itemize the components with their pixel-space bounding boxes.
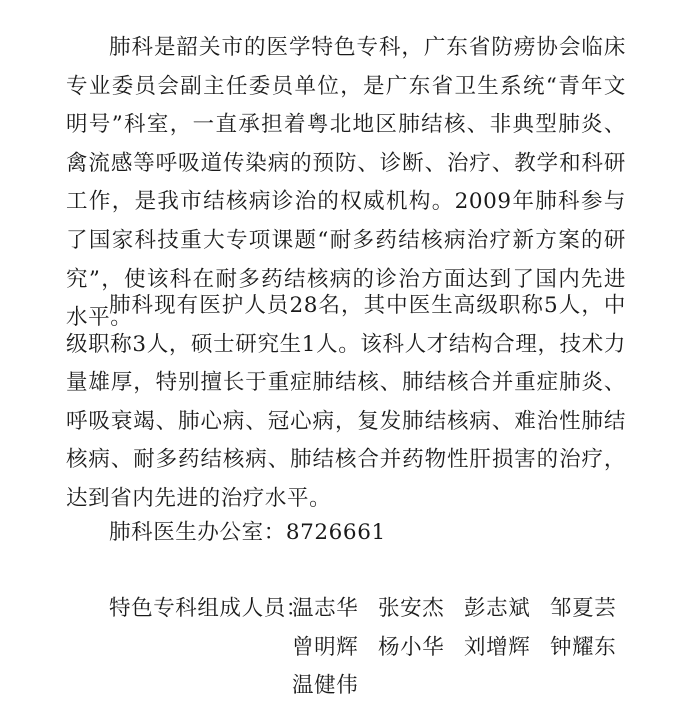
team-member-name: 温健伟 — [292, 673, 359, 699]
office-phone-number: 8726661 — [285, 520, 386, 545]
team-member-name: 温志华 — [292, 596, 359, 621]
office-contact — [109, 514, 386, 553]
team-member-name: 张安杰 — [378, 596, 445, 621]
team-member-name: 钟耀东 — [550, 634, 617, 660]
intro-paragraph: 肺科是韶关市的医学特色专科，广东省防痨协会临床专业委员会副主任委员单位，是广东省卫生系统“青年文明号”科室，一直承担着粤北地区肺结核、非典型肺炎、禽流感等呼吸道传染病的预防、诊断、治疗、教学和科研工作，是我市结核病诊治的权威机构。2009年肺科参与了国家科技重大专项课题“耐多药结核病治疗新方案的研究”，使该科在耐多药结核病的诊治方面达到了国内先进水平。 — [66, 35, 626, 331]
team-member-name: 刘增辉 — [464, 634, 531, 660]
staff-paragraph: 肺科现有医护人员28名，其中医生高级职称5人，中级职称3人，硕士研究生1人。该科人才结构合理，技术力量雄厚，特别擅长于重症肺结核、肺结核合并重症肺炎、呼吸衰竭、肺心病、冠心病，复发肺结核病、难治性肺结核病、耐多药结核病、肺结核合并药物性肝损害的治疗，达到省内先进的治疗水平。 — [66, 293, 626, 511]
office-contact-label: 肺科医生办公室： — [109, 520, 286, 545]
team-member-name: 曾明辉 — [292, 634, 359, 660]
team-member-name: 杨小华 — [378, 634, 445, 660]
team-members-list — [292, 590, 632, 706]
team-member-name: 彭志斌 — [464, 596, 531, 621]
team-members-label: 特色专科组成人员： — [109, 596, 308, 621]
team-member-name: 邹夏芸 — [550, 596, 617, 621]
